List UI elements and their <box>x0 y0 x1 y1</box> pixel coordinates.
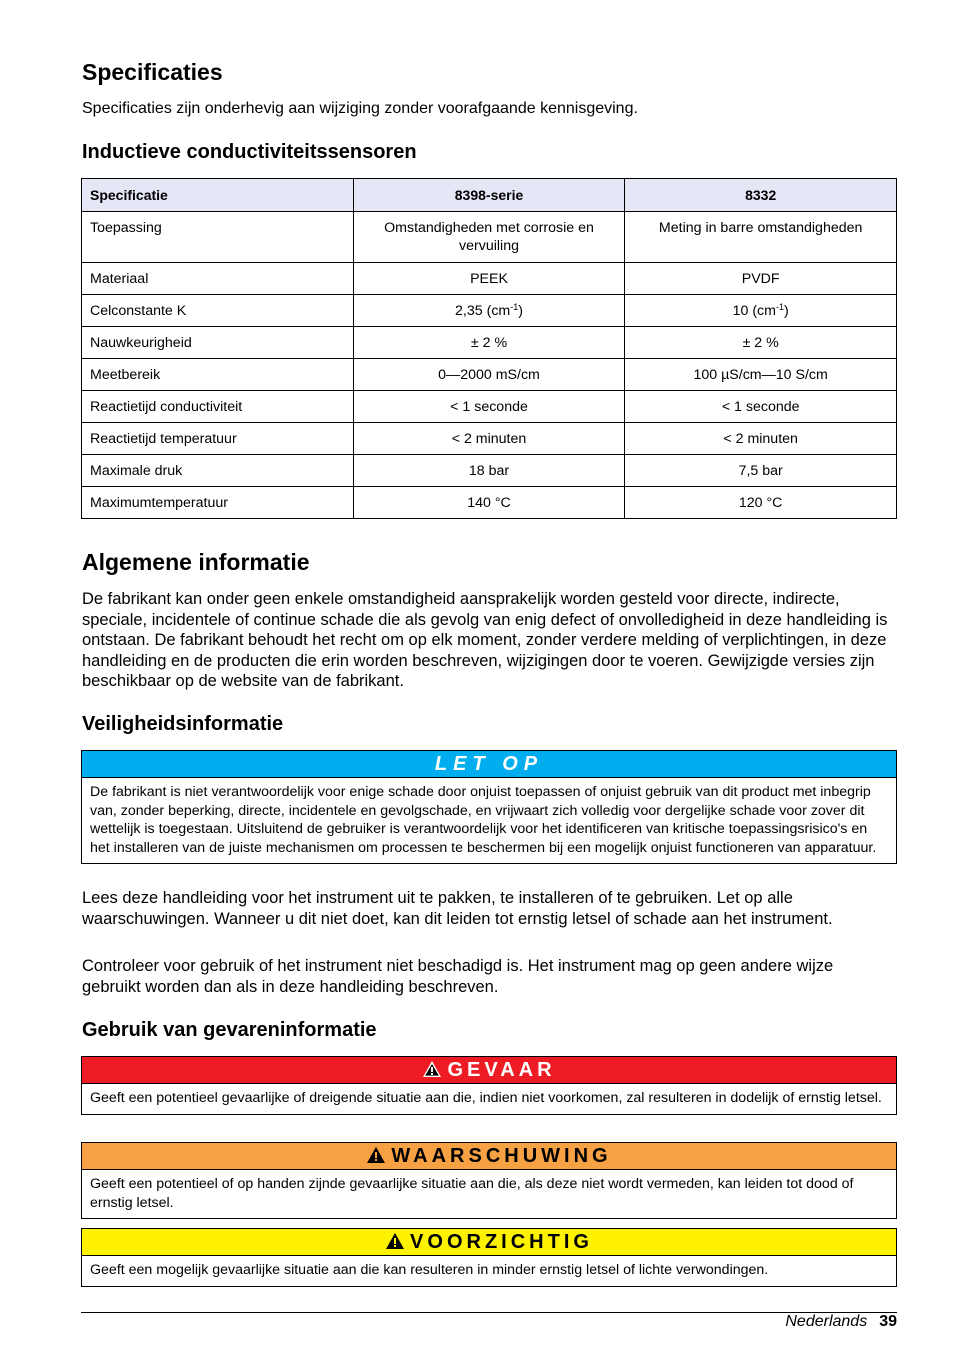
caution-label: VOORZICHTIG <box>410 1231 593 1253</box>
intro-text: Specificaties zijn onderhevig aan wijziging zonder voorafgaande kennisgeving. <box>82 100 638 117</box>
notice-label: LET OP <box>82 751 896 778</box>
warning-triangle-icon <box>366 1146 386 1164</box>
general-heading: Algemene informatie <box>82 549 310 575</box>
table-cell: Reactietijd temperatuur <box>82 423 354 455</box>
table-cell: ± 2 % <box>353 327 625 359</box>
table-row <box>82 327 897 359</box>
unit-exponent: -1 <box>510 302 519 312</box>
table-cell: PEEK <box>353 263 625 295</box>
table-cell: 0—2000 mS/cm <box>353 359 625 391</box>
caution-header <box>82 1229 896 1256</box>
table-row <box>82 455 897 487</box>
table-cell: < 2 minuten <box>625 423 897 455</box>
table-cell: PVDF <box>625 263 897 295</box>
table-header-cell: Specificatie <box>82 179 354 212</box>
table-header-cell: 8398-serie <box>353 179 625 212</box>
table-cell: Materiaal <box>82 263 354 295</box>
warning-triangle-icon <box>385 1232 405 1250</box>
table-row <box>82 359 897 391</box>
general-paragraph: De fabrikant kan onder geen enkele omstandigheid aansprakelijk worden gesteld voor directe, indirecte, speciale, incidentele of continue schade die als gevolg van enig defect of onvolledigheid in deze handleiding is ontstaan. De fabrikant behoudt het recht om op elk moment, zonder verdere melding of verplichtingen, in deze handleiding en de producten die erin worden beschreven, wijzigingen door te voeren. Gewijzigde versies zijn beschikbaar op de website van de fabrikant. <box>82 590 888 690</box>
table-cell: Meetbereik <box>82 359 354 391</box>
unit-exponent: -1 <box>775 302 784 312</box>
table-header-cell: 8332 <box>625 179 897 212</box>
spec-heading: Inductieve conductiviteitssensoren <box>82 141 417 163</box>
danger-label: GEVAAR <box>447 1059 556 1081</box>
page-number: 39 <box>879 1313 897 1330</box>
table-cell: Celconstante K <box>82 295 354 327</box>
notice-text: De fabrikant is niet verantwoordelijk voor enige schade door onjuist toepassen of onjuist gebruik van dit product met inbegrip van, zonder beperking, directe, incidentele en gevolgschade, en vrijwaart zich volledig voor dergelijke schade voor zover dit wettelijk is toegestaan. Uitsluitend de gebruiker is verantwoordelijk voor het identificeren van kritische toepassingsrisico's en het installeren van de juiste mechanismen om processen te beschermen bij een mogelijk onjuist functioneren van apparatuur. <box>90 784 877 856</box>
table-cell: ± 2 % <box>625 327 897 359</box>
close-paren: ) <box>783 303 789 319</box>
warning-label: WAARSCHUWING <box>391 1145 612 1167</box>
table-cell: Maximumtemperatuur <box>82 487 354 519</box>
close-paren: ) <box>518 303 523 319</box>
table-row <box>82 423 897 455</box>
table-cell: Nauwkeurigheid <box>82 327 354 359</box>
table-row <box>82 212 897 263</box>
danger-header <box>82 1057 896 1084</box>
safety-paragraph-2: Controleer voor gebruik of het instrument niet beschadigd is. Het instrument mag op geen andere wijze gebruikt worden dan als in deze handleiding beschreven. <box>82 957 834 996</box>
danger-box <box>81 1056 897 1115</box>
table-cell: Omstandigheden met corrosie en vervuiling <box>353 212 625 263</box>
spec-table <box>81 178 897 519</box>
table-cell: < 2 minuten <box>353 423 625 455</box>
table-cell: 140 °C <box>353 487 625 519</box>
footer-language: Nederlands <box>785 1313 868 1330</box>
notice-box <box>81 750 897 864</box>
table-cell <box>625 295 897 327</box>
table-row <box>82 295 897 327</box>
cell-value: 2,35 (cm <box>455 303 511 319</box>
page-footer <box>785 1313 897 1331</box>
cell-value: 10 (cm <box>732 303 776 319</box>
warning-text: Geeft een potentieel of op handen zijnde gevaarlijke situatie aan die, als deze niet wordt vermeden, kan leiden tot dood of ernstig letsel. <box>90 1176 854 1211</box>
table-row <box>82 391 897 423</box>
warning-box <box>81 1142 897 1219</box>
table-row <box>82 487 897 519</box>
table-cell: 7,5 bar <box>625 455 897 487</box>
table-cell: < 1 seconde <box>353 391 625 423</box>
table-cell: Meting in barre omstandigheden <box>625 212 897 263</box>
caution-text: Geeft een mogelijk gevaarlijke situatie aan die kan resulteren in minder ernstig letsel of lichte verwondingen. <box>90 1262 769 1278</box>
footer-divider <box>81 1312 897 1313</box>
danger-text: Geeft een potentieel gevaarlijke of dreigende situatie aan die, indien niet voorkomen, zal resulteren in dodelijk of ernstig letsel. <box>90 1090 882 1106</box>
caution-box <box>81 1228 897 1287</box>
safety-paragraph-1: Lees deze handleiding voor het instrument uit te pakken, te installeren of te gebruiken. Let op alle waarschuwingen. Wanneer u dit niet doet, kan dit leiden tot ernstig letsel of schade aan het instrument. <box>82 889 833 928</box>
table-cell: 120 °C <box>625 487 897 519</box>
table-cell <box>353 295 625 327</box>
table-cell: Toepassing <box>82 212 354 263</box>
page-title: Specificaties <box>82 59 223 85</box>
hazard-heading: Gebruik van gevareninformatie <box>82 1019 377 1041</box>
table-cell: 18 bar <box>353 455 625 487</box>
table-header-row <box>82 179 897 212</box>
table-cell: Maximale druk <box>82 455 354 487</box>
table-cell: 100 µS/cm—10 S/cm <box>625 359 897 391</box>
warning-triangle-icon <box>422 1060 442 1078</box>
table-row <box>82 263 897 295</box>
warning-header <box>82 1143 896 1170</box>
table-cell: Reactietijd conductiviteit <box>82 391 354 423</box>
table-cell: < 1 seconde <box>625 391 897 423</box>
safety-heading: Veiligheidsinformatie <box>82 713 284 735</box>
